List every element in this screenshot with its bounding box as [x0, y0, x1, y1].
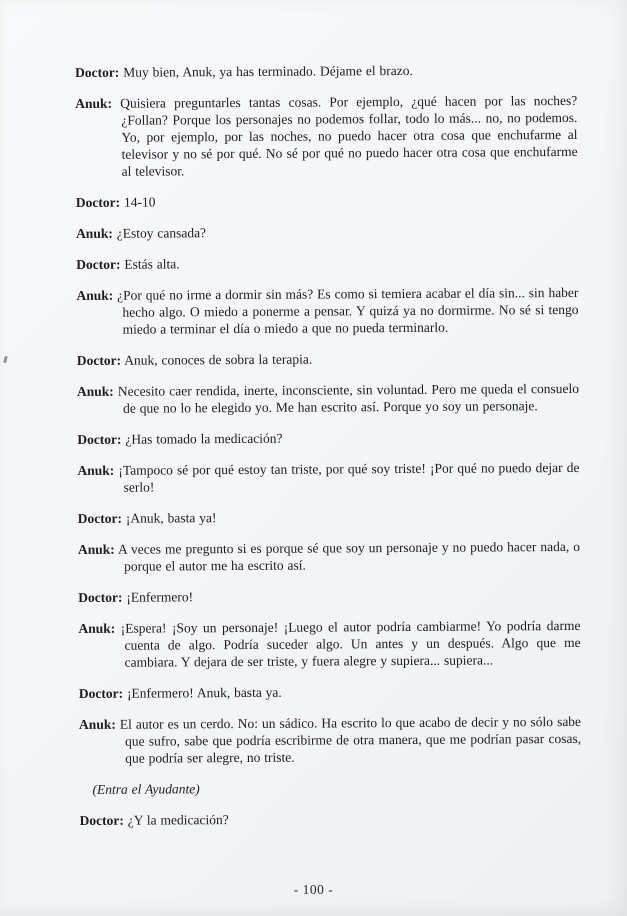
speaker-name: Doctor:: [79, 812, 124, 828]
dialogue-line: Doctor: ¿Has tomado la medicación?: [77, 430, 283, 447]
dialogue-line: Anuk: Necesito caer rendida, inerte, inconsciente, sin voluntad. Pero me queda el consuelo de que no lo he elegido yo. Me han escrito así. Porque yo soy un personaje.: [76, 380, 580, 416]
scan-artifact: [3, 356, 8, 364]
speaker-name: Anuk:: [76, 383, 114, 399]
dialogue-line: Anuk: Quisiera preguntarles tantas cosas. Por ejemplo, ¿qué hacen por las noches? ¿Follan? Porque los personajes no podemos follar, todo lo más... no, no podemos. Yo, por ejemplo, por las noches, no puedo hacer otra cosa que enchufarme al televisor y no sé por qué. No sé por qué no puedo hacer otra cosa que enchufarme al televisor.: [75, 92, 578, 179]
speaker-name: Doctor:: [78, 685, 124, 701]
dialogue-line: Anuk: ¿Por qué no irme a dormir sin más? Es como si temiera acabar el día sin... sin haber hecho algo. O miedo a ponerme a pensar. Y quizá ya no dormirme. No sé si tengo miedo a terminar el día o miedo a que no pueda terminarlo.: [76, 284, 579, 337]
speaker-name: Doctor:: [75, 64, 120, 80]
dialogue-container: [75, 61, 582, 843]
speaker-name: Anuk:: [78, 620, 116, 636]
speaker-name: Doctor:: [77, 510, 123, 526]
dialogue-line: Doctor: ¡Enfermero!: [78, 589, 194, 605]
speaker-name: Anuk:: [76, 287, 114, 303]
dialogue-line: Doctor: 14-10: [75, 194, 156, 210]
speaker-name: Anuk:: [77, 462, 115, 478]
dialogue-line: Doctor: Estás alta.: [76, 256, 180, 272]
speaker-name: Anuk:: [78, 716, 116, 732]
speaker-name: Doctor:: [77, 431, 122, 447]
dialogue-line: Anuk: ¡Tampoco sé por qué estoy tan triste, por qué soy triste! ¡Por qué no puedo dejar de serlo!: [77, 459, 580, 495]
dialogue-line: Anuk: A veces me pregunto si es porque sé que soy un personaje y no puedo hacer nada, o porque el autor me ha escrito así.: [77, 538, 581, 574]
page-number: - 100 -: [293, 882, 334, 897]
speaker-name: Doctor:: [76, 256, 121, 272]
dialogue-line: Anuk: El autor es un cerdo. No: un sádico. Ha escrito lo que acabo de decir y no sólo sabe que sufro, sabe que podría escribirme de otra manera, que me podrían pasar cosas, que podría ser alegre, no triste.: [78, 713, 582, 766]
dialogue-line: Doctor: ¿Y la medicación?: [79, 812, 229, 828]
dialogue-line: Doctor: Anuk, conoces de sobra la terapia.: [76, 351, 313, 368]
speaker-name: Anuk:: [75, 95, 113, 111]
speaker-name: Anuk:: [75, 225, 113, 241]
dialogue-line: Doctor: ¡Enfermero! Anuk, basta ya.: [78, 684, 282, 701]
speaker-name: Doctor:: [76, 352, 122, 368]
dialogue-line: Doctor: Muy bien, Anuk, ya has terminado. Déjame el brazo.: [75, 62, 413, 80]
speaker-name: Doctor:: [78, 589, 123, 605]
stage-direction: (Entra el Ayudante): [92, 781, 200, 797]
speaker-name: Anuk:: [77, 541, 115, 557]
dialogue-line: Doctor: ¡Anuk, basta ya!: [77, 510, 217, 526]
speaker-name: Doctor:: [75, 194, 121, 210]
dialogue-line: Anuk: ¿Estoy cansada?: [75, 225, 207, 241]
dialogue-line: Anuk: ¡Espera! ¡Soy un personaje! ¡Luego el autor podría cambiarme! Yo podría darme cuenta de algo. Podría suceder algo. Un antes y un después. Algo que me cambiara. Y dejara de ser triste, y fuera alegre y supiera... supiera...: [78, 617, 581, 670]
